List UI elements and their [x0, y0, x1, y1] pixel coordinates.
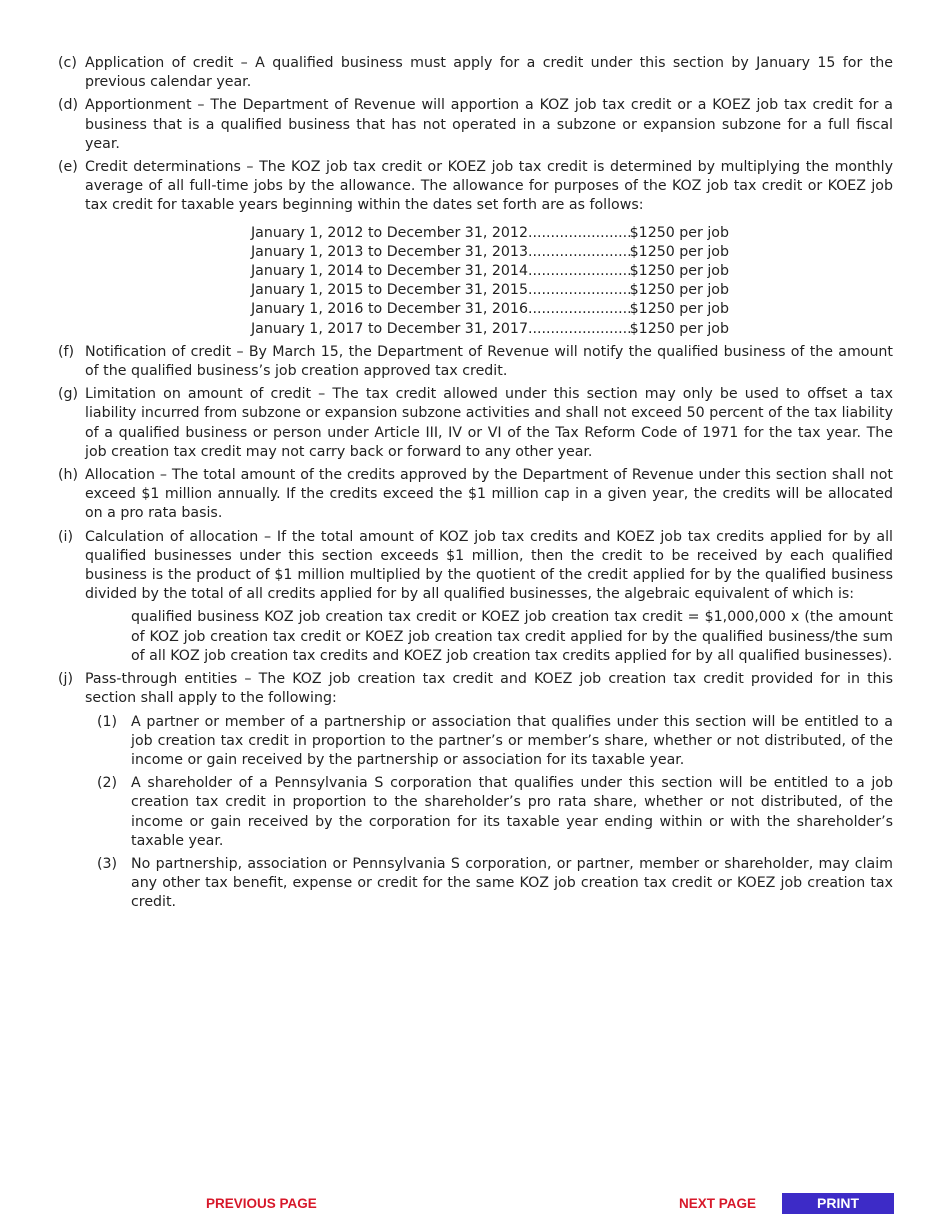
dot-leader	[528, 243, 630, 262]
list-item-label: (3)	[97, 855, 118, 872]
allowance-row	[251, 320, 729, 339]
allowance-amount: $1250 per job	[629, 224, 729, 241]
paragraph-h	[58, 466, 893, 524]
paragraph-text: Apportionment – The Department of Revenue will apportion a KOZ job tax credit or a KOEZ job tax credit for a business that is a qualified business that has not operated in a subzone or expansion subzone for a full fiscal year.	[85, 97, 893, 152]
previous-page-link[interactable]: PREVIOUS PAGE	[206, 1196, 317, 1211]
paragraph-label: (e)	[58, 159, 78, 176]
allowance-row	[251, 224, 729, 243]
allowance-row	[251, 243, 729, 262]
paragraph-label: (f)	[58, 343, 75, 360]
paragraph-label: (i)	[58, 528, 74, 545]
dot-leader	[528, 281, 630, 300]
paragraph-text: Calculation of allocation – If the total amount of KOZ job tax credits and KOEZ job tax credits applied for by all qualified businesses under this section exceeds $1 million, then the credit to be received by each qualified business is the product of $1 million multiplied by the quotient of the credit applied for by the qualified business divided by the total of all credits applied for by all qualified businesses, the algebraic equivalent of which is:	[85, 528, 893, 603]
allowance-amount: $1250 per job	[629, 282, 729, 299]
allowance-period: January 1, 2016 to December 31, 2016	[251, 301, 528, 318]
allocation-formula: qualified business KOZ job creation tax credit or KOEZ job creation tax credit = $1,000,000 x (the amount of KOZ job creation tax credit or KOEZ job creation tax credit applied for by the qualified business/the sum of all KOZ job creation tax credits and KOEZ job creation tax credits applied for by all qualified businesses).	[131, 609, 893, 664]
paragraph-text: Allocation – The total amount of the credits approved by the Department of Revenue under this section shall not exceed $1 million annually. If the credits exceed the $1 million cap in a given year, the credits will be allocated on a pro rata basis.	[85, 467, 893, 522]
allowance-period: January 1, 2017 to December 31, 2017	[251, 320, 528, 337]
paragraph-label: (j)	[58, 671, 74, 688]
list-item-text: A partner or member of a partnership or association that qualifies under this section will be entitled to a job creation tax credit in proportion to the partner’s or member’s share, whether or not distributed, of the income or gain received by the partnership or association for its taxable year.	[131, 713, 893, 768]
allowance-table	[251, 224, 729, 339]
paragraph-label: (g)	[58, 386, 79, 403]
allowance-row	[251, 262, 729, 281]
list-item-text: No partnership, association or Pennsylvania S corporation, or partner, member or shareholder, may claim any other tax benefit, expense or credit for the same KOZ job creation tax credit or KOEZ job creation tax credit.	[131, 855, 893, 911]
list-item-label: (2)	[97, 775, 118, 792]
allowance-period: January 1, 2012 to December 31, 2012	[251, 224, 528, 241]
paragraph-label: (h)	[58, 467, 79, 484]
allowance-amount: $1250 per job	[629, 301, 729, 318]
document-body	[58, 54, 893, 917]
dot-leader	[528, 224, 630, 243]
paragraph-label: (c)	[58, 55, 77, 71]
list-item-label: (1)	[97, 713, 118, 730]
dot-leader	[528, 262, 630, 281]
paragraph-text: Notification of credit – By March 15, the Department of Revenue will notify the qualified business of the amount of the qualified business’s job creation approved tax credit.	[85, 343, 893, 380]
paragraph-i	[58, 528, 893, 605]
paragraph-f	[58, 343, 893, 381]
paragraph-text: Credit determinations – The KOZ job tax credit or KOEZ job tax credit is determined by multiplying the monthly average of all full-time jobs by the allowance. The allowance for purposes of the KOZ job tax credit or KOEZ job tax credit for taxable years beginning within the dates set forth are as follows:	[85, 159, 893, 214]
paragraph-body	[85, 158, 893, 339]
dot-leader	[528, 300, 630, 319]
list-item	[85, 774, 893, 851]
paragraph-text: Pass-through entities – The KOZ job creation tax credit and KOEZ job creation tax credit provided for in this section shall apply to the following:	[85, 671, 893, 707]
list-item	[85, 713, 893, 771]
allowance-amount: $1250 per job	[629, 263, 729, 280]
list-item-text: A shareholder of a Pennsylvania S corporation that qualifies under this section will be entitled to a job creation tax credit in proportion to the shareholder’s pro rata share, whether or not distributed, of the income or gain received by the corporation for its taxable year ending within or with the shareholder’s taxable year.	[131, 775, 893, 849]
print-button[interactable]: PRINT	[782, 1193, 894, 1214]
paragraph-d	[58, 96, 893, 154]
allowance-period: January 1, 2013 to December 31, 2013	[251, 243, 528, 260]
pass-through-list	[85, 713, 893, 913]
allowance-period: January 1, 2014 to December 31, 2014	[251, 263, 528, 280]
paragraph-text: Application of credit – A qualified business must apply for a credit under this section by January 15 for the previous calendar year.	[85, 55, 893, 91]
paragraph-e	[58, 158, 893, 339]
allowance-amount: $1250 per job	[629, 243, 729, 260]
paragraph-c	[58, 54, 893, 92]
allowance-period: January 1, 2015 to December 31, 2015	[251, 282, 528, 299]
allowance-row	[251, 281, 729, 300]
next-page-link[interactable]: NEXT PAGE	[679, 1196, 757, 1211]
paragraph-g	[58, 385, 893, 462]
paragraph-label: (d)	[58, 97, 79, 114]
dot-leader	[528, 320, 630, 339]
allowance-row	[251, 300, 729, 319]
allowance-amount: $1250 per job	[629, 320, 729, 337]
paragraph-j	[58, 670, 893, 708]
list-item	[85, 855, 893, 913]
paragraph-text: Limitation on amount of credit – The tax credit allowed under this section may only be used to offset a tax liability incurred from subzone or expansion subzone activities and shall not exceed 50 percent of the tax liability of a qualified business or person under Article III, IV or VI of the Tax Reform Code of 1971 for the tax year. The job creation tax credit may not carry back or forward to any other year.	[85, 386, 893, 460]
